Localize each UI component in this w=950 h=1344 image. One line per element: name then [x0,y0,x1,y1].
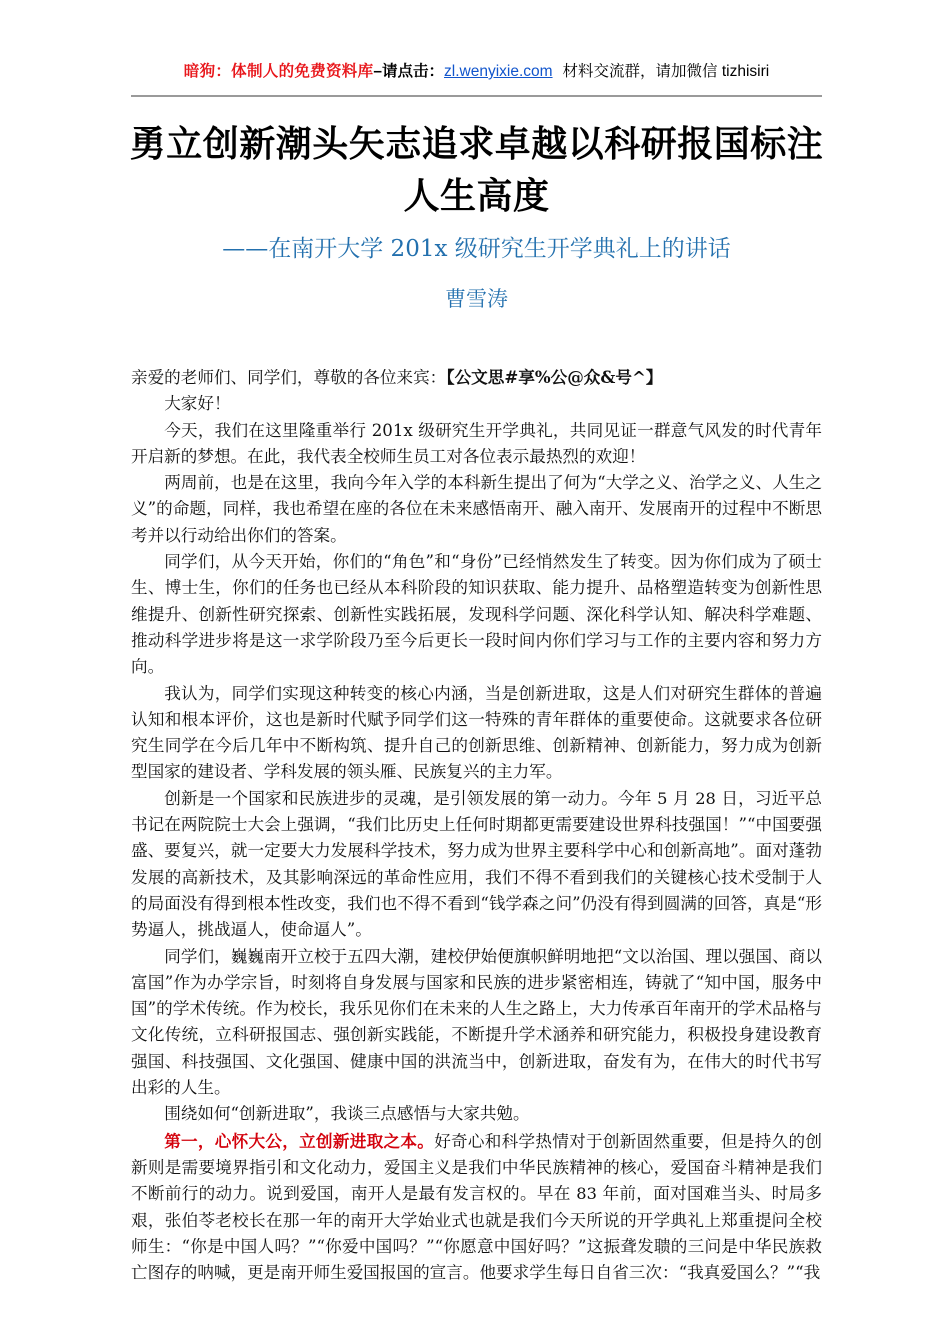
p8-years-number: 83 [576,1184,597,1204]
paragraph-5 [131,786,822,944]
salutation-watermark-tag: 【公文思#享%公@众&号^】 [446,367,663,387]
section-heading-first: 第一，心怀大公，立创新进取之本。 [164,1130,435,1151]
salutation-text: 亲爱的老师们、同学们，尊敬的各位来宾： [131,368,447,387]
paragraph-7: 围绕如何“创新进取”，我谈三点感悟与大家共勉。 [164,1104,530,1124]
promo-header-banner [131,62,822,82]
paragraph-greeting: 大家好！ [164,394,231,414]
document-title: 勇立创新潮头矢志追求卓越以科研报国标注人生高度 [129,123,824,217]
p5-part-b: 月 [667,788,696,808]
document-subtitle: ——在南开大学 201x 级研究生开学典礼上的讲话 [222,236,731,262]
promo-red-text: 暗狗：体制人的免费资料库 [183,63,374,80]
paragraph-8 [131,1128,822,1287]
paragraph-6: 同学们，巍巍南开立校于五四大潮，建校伊始便旗帜鲜明地把“文以治国、理以强国、商以富国”作为办学宗旨，时刻将自身发展与国家和民族的进步紧密相连，铸就了“知中国，服务中国”的学术传统。作为校长，我乐见你们在未来的人生之路上，大力传承百年南开的学术品格与文化传统，立科研报国志、强创新实践能，不断提升学术涵养和研究能力，积极投身建设教育强国、科技强国、文化强国、健康中国的洪流当中，创新进取，奋发有为，在伟大的时代书写出彩的人生。 [131,946,822,1098]
paragraph-salutation [131,364,822,391]
promo-wechat-text: 材料交流群，请加微信 tizhisiri [562,63,770,80]
p5-part-a: 创新是一个国家和民族进步的灵魂，是引领发展的第一动力。今年 [164,788,658,808]
promo-click-label: –请点击： [373,63,445,80]
p5-month-number: 5 [657,788,668,808]
p8-part-b: 年前，面对国难当头、时局多艰，张伯苓老校长在那一年的南开大学始业式也就是我们今天所说的开学典礼上郑重提问全校师生：“你是中国人吗？”“你爱中国吗？”“你愿意中国好吗？”这振聋发聩的三问是中华民族救亡图存的呐喊，更是南开师生爱国报国的宣言。他要求学生每日自省三次：“我真爱国么？”“我 [131,1184,822,1283]
paragraph-2: 两周前，也是在这里，我向今年入学的本科新生提出了何为“大学之义、治学之义、人生之义”的命题，同样，我也希望在座的各位在未来感悟南开、融入南开、发展南开的过程中不断思考并以行动给出你们的答案。 [131,473,822,545]
p8-part-a: 好奇心和科学热情对于创新固然重要，但是持久的创新则是需要境界指引和文化动力，爱国主义是我们中华民族精神的核心，爱国奋斗精神是我们不断前行的动力。说到爱国，南开人是最有发言权的。早在 [131,1131,823,1204]
header-divider-rule [131,95,822,97]
paragraph-1: 今天，我们在这里隆重举行 201x 级研究生开学典礼，共同见证一群意气风发的时代青年开启新的梦想。在此，我代表全校师生员工对各位表示最热烈的欢迎！ [131,420,822,466]
paragraph-4: 我认为，同学们实现这种转变的核心内涵，当是创新进取，这是人们对研究生群体的普遍认知和根本评价，这也是新时代赋予同学们这一特殊的青年群体的重要使命。这就要求各位研究生同学在今后几年中不断构筑、提升自己的创新思维、创新精神、创新能力，努力成为创新型国家的建设者、学科发展的领头雁、民族复兴的主力军。 [131,683,822,782]
paragraph-3: 同学们，从今天开始，你们的“角色”和“身份”已经悄然发生了转变。因为你们成为了硕士生、博士生，你们的任务也已经从本科阶段的知识获取、能力提升、品格塑造转变为创新性思维提升、创新性研究探索、创新性实践拓展，发现科学问题、深化科学认知、解决科学难题、推动科学进步将是这一求学阶段乃至今后更长一段时间内你们学习与工作的主要内容和努力方向。 [131,552,822,677]
p5-day-number: 28 [695,788,716,808]
document-body [131,364,822,1286]
promo-website-link[interactable]: zl.wenyixie.com [444,63,553,80]
document-author: 曹雪涛 [445,287,508,311]
p5-part-c: 日，习近平总书记在两院院士大会上强调，“我们比历史上任何时期都更需要建设世界科技强国！”“中国要强盛、要复兴，就一定要大力发展科学技术，努力成为世界主要科学中心和创新高地”。面对蓬勃发展的高新技术，及其影响深远的革命性应用，我们不得不看到我们的关键核心技术受制于人的局面没有得到根本性改变，我们也不得不看到“钱学森之问”仍没有得到圆满的回答，真是“形势逼人，挑战逼人，使命逼人”。 [131,788,822,940]
